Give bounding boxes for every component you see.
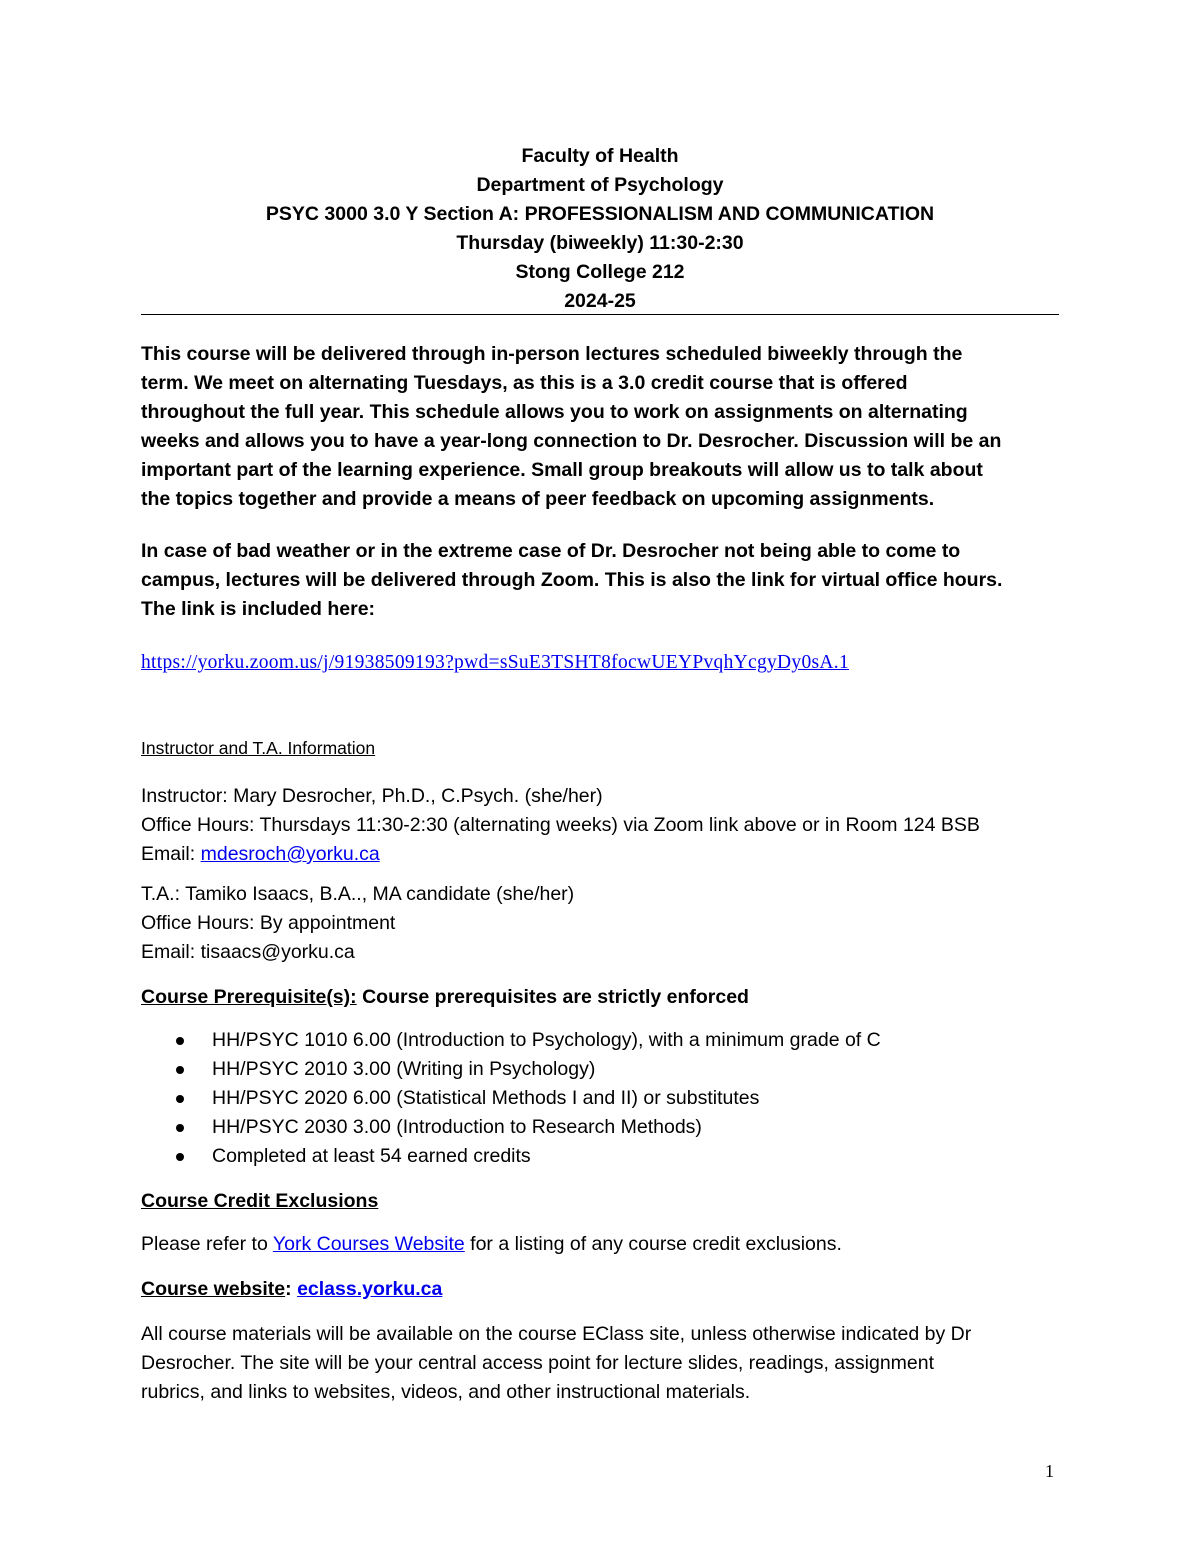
- ta-office-hours: Office Hours: By appointment: [141, 912, 396, 934]
- academic-year: 2024-25: [564, 290, 636, 312]
- faculty-title: Faculty of Health: [521, 145, 679, 167]
- instructor-name: Instructor: Mary Desrocher, Ph.D., C.Psych. (she/her): [141, 785, 603, 807]
- intro-paragraph-1: [141, 340, 1059, 514]
- ta-name: T.A.: Tamiko Isaacs, B.A.., MA candidate (she/her): [141, 883, 575, 905]
- department-title: Department of Psychology: [476, 174, 724, 196]
- list-item: HH/PSYC 2030 3.00 (Introduction to Research Methods): [141, 1113, 1059, 1142]
- website-paragraph: All course materials will be available on the course EClass site, unless otherwise indicated by Dr Desrocher. The site will be your central access point for lecture slides, readings, assignment rubrics, and links to websites, videos, and other instructional materials.: [141, 1323, 972, 1403]
- zoom-link[interactable]: https://yorku.zoom.us/j/91938509193?pwd=sSuE3TSHT8focwUEYPvqhYcgyDy0sA.1: [141, 652, 850, 673]
- website-heading: Course website: eclass.yorku.ca: [141, 1278, 443, 1300]
- prerequisites-heading-label: Course Prerequisite(s):: [141, 986, 357, 1008]
- prerequisites-heading-note: Course prerequisites are strictly enforced: [356, 986, 749, 1008]
- bullet-icon: [176, 1037, 184, 1045]
- zoom-link-row: [141, 652, 1059, 674]
- instructor-info: [141, 782, 1059, 869]
- instructor-email-link[interactable]: mdesroch@yorku.ca: [200, 843, 380, 865]
- email-label: Email:: [141, 843, 201, 865]
- instructor-heading-row: [141, 738, 1059, 759]
- intro-line: The link is included here:: [141, 598, 376, 620]
- intro-line: the topics together and provide a means of peer feedback on upcoming assignments.: [141, 488, 935, 510]
- course-location: Stong College 212: [515, 261, 685, 283]
- course-title: PSYC 3000 3.0 Y Section A: PROFESSIONALISM AND COMMUNICATION: [265, 203, 935, 225]
- bullet-icon: [176, 1095, 184, 1103]
- intro-line: important part of the learning experience. Small group breakouts will allow us to talk about: [141, 459, 983, 481]
- header-divider: [141, 314, 1059, 315]
- instructor-office-hours: Office Hours: Thursdays 11:30-2:30 (alternating weeks) via Zoom link above or in Room 124 BSB: [141, 814, 980, 836]
- exclusions-text: Please refer to York Courses Website for a listing of any course credit exclusions.: [141, 1233, 842, 1255]
- instructor-email-row: [141, 840, 1059, 869]
- intro-line: term. We meet on alternating Tuesdays, as this is a 3.0 credit course that is offered: [141, 372, 908, 394]
- eclass-link[interactable]: eclass.yorku.ca: [297, 1278, 443, 1300]
- bullet-icon: [176, 1066, 184, 1074]
- course-schedule: Thursday (biweekly) 11:30-2:30: [456, 232, 744, 254]
- list-item: HH/PSYC 2010 3.00 (Writing in Psychology): [141, 1055, 1059, 1084]
- bullet-icon: [176, 1153, 184, 1161]
- intro-line: This course will be delivered through in-person lectures scheduled biweekly through the: [141, 343, 963, 365]
- list-item: HH/PSYC 1010 6.00 (Introduction to Psychology), with a minimum grade of C: [141, 1026, 1059, 1055]
- intro-line: throughout the full year. This schedule allows you to work on assignments on alternating: [141, 401, 968, 423]
- bullet-icon: [176, 1124, 184, 1132]
- ta-email: Email: tisaacs@yorku.ca: [141, 941, 355, 963]
- intro-line: In case of bad weather or in the extreme case of Dr. Desrocher not being able to come to: [141, 540, 961, 562]
- exclusions-heading-row: [141, 1190, 1059, 1213]
- intro-paragraph-2: [141, 537, 1059, 624]
- document-header: [141, 142, 1059, 316]
- website-heading-label: Course website: [141, 1278, 286, 1300]
- list-item: Completed at least 54 earned credits: [141, 1142, 1059, 1171]
- york-courses-link[interactable]: York Courses Website: [272, 1233, 465, 1255]
- exclusions-heading: Course Credit Exclusions: [141, 1190, 379, 1212]
- page-number: 1: [1045, 1461, 1054, 1481]
- ta-info: [141, 880, 1059, 967]
- intro-line: campus, lectures will be delivered through Zoom. This is also the link for virtual office hours.: [141, 569, 1003, 591]
- prerequisites-list: [141, 1026, 1059, 1171]
- intro-line: weeks and allows you to have a year-long connection to Dr. Desrocher. Discussion will be an: [141, 430, 1002, 452]
- instructor-section-heading: Instructor and T.A. Information: [141, 738, 376, 758]
- list-item: HH/PSYC 2020 6.00 (Statistical Methods I and II) or substitutes: [141, 1084, 1059, 1113]
- prerequisites-heading: [141, 986, 1059, 1009]
